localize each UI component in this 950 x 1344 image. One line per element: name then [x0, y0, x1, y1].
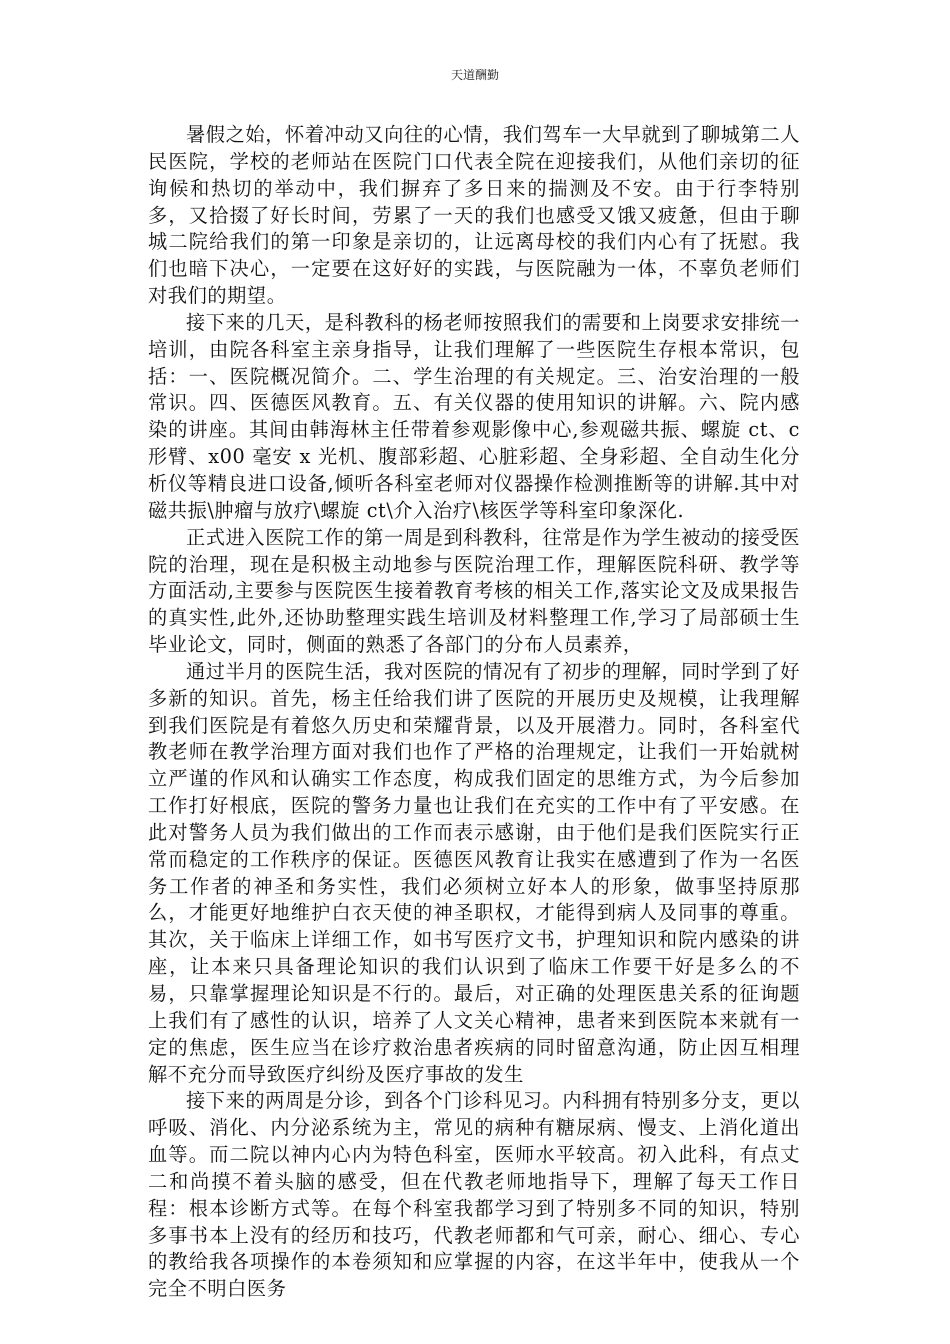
paragraph-3: 正式进入医院工作的第一周是到科教科，往常是作为学生被动的接受医院的治理，现在是积极主动地参与医院治理工作，理解医院科研、教学等方面活动,主要参与医院医生接着教育考核的相关工作,落实论文及成果报告的真实性,此外,还协助整理实践生培训及材料整理工作,学习了局部硕士生毕业论文，同时，侧面的熟悉了各部门的分布人员素养，	[148, 525, 800, 657]
paragraph-4: 通过半月的医院生活，我对医院的情况有了初步的理解，同时学到了好多新的知识。首先，杨主任给我们讲了医院的开展历史及规模，让我理解到我们医院是有着悠久历史和荣耀背景，以及开展潜力。同时，各科室代教老师在教学治理方面对我们也作了严格的治理规定，让我们一开始就树立严谨的作风和认确实工作态度，构成我们固定的思维方式，为今后参加工作打好根底，医院的警务力量也让我们在充实的工作中有了平安感。在此对警务人员为我们做出的工作而表示感谢，由于他们是我们医院实行正常而稳定的工作秩序的保证。医德医风教育让我实在感遭到了作为一名医务工作者的神圣和务实性，我们必须树立好本人的形象，做事坚持原那么，才能更好地维护白衣天使的神圣职权，才能得到病人及同事的尊重。其次，关于临床上详细工作，如书写医疗文书，护理知识和院内感染的讲座，让本来只具备理论知识的我们认识到了临床工作要干好是多么的不易，只靠掌握理论知识是不行的。最后，对正确的处理医患关系的征询题上我们有了感性的认识，培养了人文关心精神，患者来到医院本来就有一定的焦虑，医生应当在诊疗救治患者疾病的同时留意沟通，防止因互相理解不充分而导致医疗纠纷及医疗事故的发生	[148, 659, 800, 1086]
paragraph-2: 接下来的几天，是科教科的杨老师按照我们的需要和上岗要求安排统一培训，由院各科室主亲身指导，让我们理解了一些医院生存根本常识，包括：一、医院概况简介。二、学生治理的有关规定。三、治安治理的一般常识。四、医德医风教育。五、有关仪器的使用知识的讲解。六、院内感染的讲座。其间由韩海林主任带着参观影像中心,参观磁共振、螺旋 ct、c 形臂、x00 毫安 x 光机、腹部彩超、心脏彩超、全身彩超、全自动生化分析仪等精良进口设备,倾听各科室老师对仪器操作检测推断等的讲解.其中对磁共振\肿瘤与放疗\螺旋 ct\介入治疗\核医学等科室印象深化.	[148, 310, 800, 522]
paragraph-5: 接下来的两周是分诊，到各个门诊科见习。内科拥有特别多分支，更以呼吸、消化、内分泌系统为主，常见的病种有糖尿病、慢支、上消化道出血等。而二院以神内心内为特色科室，医师水平较高。初入此科，有点丈二和尚摸不着头脑的感受，但在代教老师地指导下，理解了每天工作日程：根本诊断方式等。在每个科室我都学习到了特别多不同的知识，特别多事书本上没有的经历和技巧，代教老师都和气可亲，耐心、细心、专心的教给我各项操作的本卷须知和应掌握的内容，在这半年中，使我从一个完全不明白医务	[148, 1089, 800, 1301]
page-header: 天道酬勤	[450, 68, 499, 82]
document-body	[148, 122, 800, 1303]
paragraph-1: 暑假之始，怀着冲动又向往的心情，我们驾车一大早就到了聊城第二人民医院，学校的老师站在医院门口代表全院在迎接我们，从他们亲切的征询候和热切的举动中，我们摒弃了多日来的揣测及不安。由于行李特别多，又拾掇了好长时间，劳累了一天的我们也感受又饿又疲惫，但由于聊城二院给我们的第一印象是亲切的，让远离母校的我们内心有了抚慰。我们也暗下决心，一定要在这好好的实践，与医院融为一体，不辜负老师们对我们的期望。	[148, 123, 800, 308]
